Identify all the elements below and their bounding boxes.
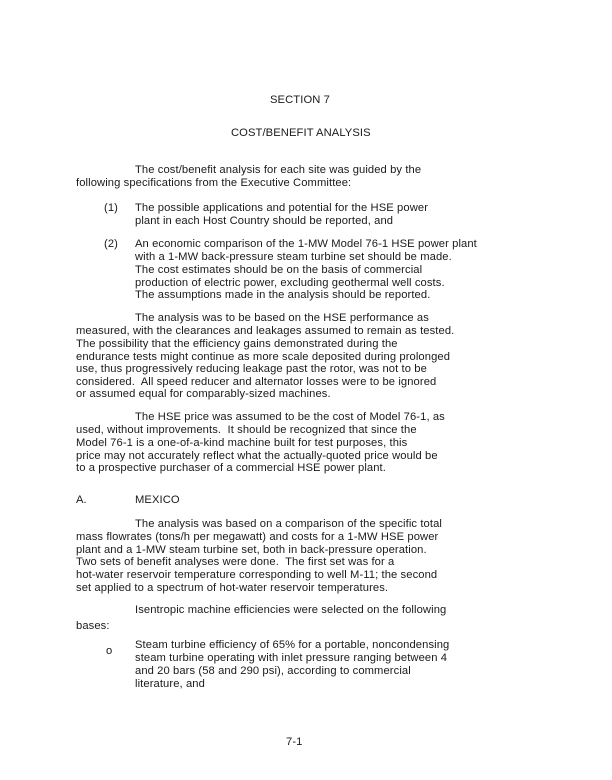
paragraph-line: The HSE price was assumed to be the cost of Model 76-1, as [135,411,445,423]
paragraph-line: The analysis was to be based on the HSE performance as [135,312,429,324]
paragraph-line: bases: [76,620,110,632]
paragraph-line: or assumed equal for comparably-sized machines. [76,388,331,400]
list-item-line: plant in each Host Country should be reported, and [135,215,394,227]
list-item-line: The possible applications and potential for the HSE power [135,202,429,214]
paragraph-line: considered. All speed reducer and alternator losses were to be ignored [76,376,437,388]
paragraph-line: The possibility that the efficiency gains demonstrated during the [76,338,398,350]
paragraph-line: The cost/benefit analysis for each site was guided by the [135,164,422,176]
paragraph-line: hot-water reservoir temperature corresponding to well M-11; the second [76,569,438,581]
section-label: SECTION 7 [270,94,330,106]
bullet-line: and 20 bars (58 and 290 psi), according to commercial [135,665,411,677]
list-item-line: The assumptions made in the analysis should be reported. [135,289,431,301]
paragraph-line: used, without improvements. It should be recognized that since the [76,424,417,436]
paragraph-line: Isentropic machine efficiencies were selected on the following [135,604,447,616]
paragraph-line: to a prospective purchaser of a commercial HSE power plant. [76,462,386,474]
paragraph-line: endurance tests might continue as more scale deposited during prolonged [76,351,451,363]
paragraph-line: Model 76-1 is a one-of-a-kind machine built for test purposes, this [76,437,408,449]
bullet-line: steam turbine operating with inlet pressure ranging between 4 [135,652,448,664]
paragraph-line: plant and a 1-MW steam turbine set, both in back-pressure operation. [76,544,427,556]
bullet-marker: o [106,645,113,657]
paragraph-line: use, thus progressively reducing leakage past the rotor, was not to be [76,363,427,375]
list-item-line: production of electric power, excluding geothermal well costs. [135,277,445,289]
paragraph-line: set applied to a spectrum of hot-water reservoir temperatures. [76,582,389,594]
list-item-line: An economic comparison of the 1-MW Model 76-1 HSE power plant [135,238,477,250]
subsection-title: MEXICO [135,494,180,506]
paragraph-line: price may not accurately reflect what the actually-quoted price would be [76,450,438,462]
section-title: COST/BENEFIT ANALYSIS [231,127,371,139]
paragraph-line: mass flowrates (tons/h per megawatt) and costs for a 1-MW HSE power [76,531,439,543]
list-marker: (1) [104,202,118,214]
subsection-letter: A. [76,494,87,506]
paragraph-line: following specifications from the Executive Committee: [76,177,352,189]
bullet-line: Steam turbine efficiency of 65% for a portable, noncondensing [135,639,450,651]
list-item-line: The cost estimates should be on the basis of commercial [135,264,423,276]
paragraph-line: Two sets of benefit analyses were done. The first set was for a [76,556,395,568]
paragraph-line: measured, with the clearances and leakages assumed to remain as tested. [76,325,455,337]
paragraph-line: The analysis was based on a comparison of the specific total [135,518,442,530]
list-item-line: with a 1-MW back-pressure steam turbine set should be made. [135,251,452,263]
bullet-line: literature, and [135,678,205,690]
list-marker: (2) [104,238,118,250]
page-number: 7-1 [286,736,303,748]
